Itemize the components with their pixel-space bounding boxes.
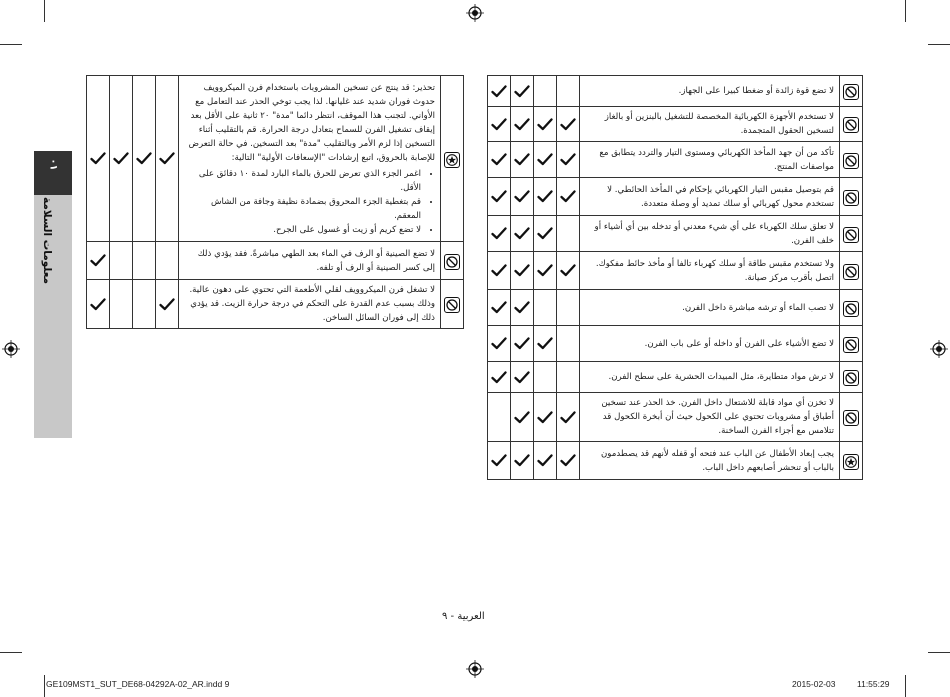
checkmark-icon <box>511 190 533 203</box>
table-row <box>488 178 863 216</box>
row-icon-cell <box>840 107 863 142</box>
table-row <box>488 216 863 252</box>
crop-mark <box>905 675 906 697</box>
checkmark-icon <box>534 227 556 240</box>
check-cell <box>133 76 156 242</box>
check-cell <box>557 362 580 393</box>
row-text-cell <box>580 142 840 178</box>
star-icon <box>843 454 859 470</box>
checkmark-icon <box>110 152 132 165</box>
check-cell <box>534 76 557 107</box>
check-cell <box>488 290 511 326</box>
check-cell <box>557 178 580 216</box>
star-icon <box>444 152 460 168</box>
check-cell <box>557 252 580 290</box>
row-text-cell <box>179 242 441 280</box>
check-cell <box>557 442 580 480</box>
check-cell <box>488 178 511 216</box>
check-cell <box>511 178 534 216</box>
checkmark-icon <box>488 337 510 350</box>
crop-mark <box>44 0 45 22</box>
row-icon-cell <box>840 362 863 393</box>
checkmark-icon <box>156 152 178 165</box>
checkmark-icon <box>557 454 579 467</box>
prohibition-icon <box>843 337 859 353</box>
row-text: ولا تستخدم مقبس طاقة أو سلك كهرباء تالفا أو مأخذ حائط مفكوك. اتصل بأقرب مركز صيانة. <box>595 258 834 283</box>
checkmark-icon <box>557 118 579 131</box>
table-row <box>488 326 863 362</box>
check-cell <box>557 216 580 252</box>
row-text-cell <box>580 362 840 393</box>
row-icon-cell <box>840 393 863 442</box>
section-side-tab <box>34 151 72 438</box>
crop-mark <box>928 44 950 45</box>
registration-mark-right <box>930 340 948 358</box>
row-text: لا تشغل فرن الميكروويف لقلي الأطعمة التي تحتوي على دهون عالية. وذلك بسبب عدم القدرة على التحكم في درجة حرارة الزيت. قد يؤدي ذلك إلى فوران السائل الساخن. <box>189 285 435 323</box>
check-cell <box>511 362 534 393</box>
row-icon-cell <box>441 280 464 329</box>
table-row <box>488 362 863 393</box>
row-icon-cell <box>840 290 863 326</box>
check-cell <box>110 76 133 242</box>
check-cell <box>534 442 557 480</box>
checkmark-icon <box>511 301 533 314</box>
crop-mark <box>44 675 45 697</box>
table-row <box>488 290 863 326</box>
checkmark-icon <box>534 153 556 166</box>
check-cell <box>534 107 557 142</box>
checkmark-icon <box>488 301 510 314</box>
row-text-cell <box>580 76 840 107</box>
row-text: لا تعلق سلك الكهرباء على أي شيء معدني أو تدخله بين أي أشياء أو خلف الفرن. <box>594 221 834 246</box>
checkmark-icon <box>534 264 556 277</box>
row-text: لا ترش مواد متطايرة، مثل المبيدات الحشرية على سطح الفرن. <box>608 372 834 382</box>
check-cell <box>133 242 156 280</box>
safety-table-right <box>487 75 863 480</box>
checkmark-icon <box>511 264 533 277</box>
footer-time: 11:55:29 <box>857 679 890 689</box>
table-row <box>488 107 863 142</box>
row-text: يجب إبعاد الأطفال عن الباب عند فتحه أو قفله لأنهم قد يصطدمون بالباب أو تنحشر أصابعهم داخل الباب. <box>601 448 834 473</box>
check-cell <box>156 76 179 242</box>
check-cell <box>110 242 133 280</box>
checkmark-icon <box>534 118 556 131</box>
check-cell <box>534 362 557 393</box>
row-text-cell <box>580 290 840 326</box>
crop-mark <box>905 0 906 22</box>
prohibition-icon <box>843 227 859 243</box>
check-cell <box>534 290 557 326</box>
checkmark-icon <box>511 85 533 98</box>
row-text: تأكد من أن جهد المأخذ الكهربائي ومستوى التيار والتردد يتطابق مع مواصفات المنتج. <box>599 147 834 172</box>
row-text-cell <box>580 216 840 252</box>
check-cell <box>488 76 511 107</box>
check-cell <box>87 76 110 242</box>
bullet-item: • اغمر الجزء الذي تعرض للحرق بالماء البارد لمدة ١٠ دقائق على الأقل. <box>183 167 421 195</box>
check-cell <box>557 142 580 178</box>
row-icon-cell <box>840 442 863 480</box>
checkmark-icon <box>511 337 533 350</box>
checkmark-icon <box>534 190 556 203</box>
prohibition-icon <box>843 301 859 317</box>
checkmark-icon <box>133 152 155 165</box>
registration-mark-left <box>2 340 20 358</box>
check-cell <box>534 393 557 442</box>
check-cell <box>534 216 557 252</box>
prohibition-icon <box>843 190 859 206</box>
prohibition-icon <box>843 370 859 386</box>
row-text-cell <box>179 280 441 329</box>
table-row <box>488 442 863 480</box>
check-cell <box>511 142 534 178</box>
checkmark-icon <box>511 411 533 424</box>
footer-filename: GE109MST1_SUT_DE68-04292A-02_AR.indd 9 <box>46 679 230 689</box>
checkmark-icon <box>534 411 556 424</box>
checkmark-icon <box>511 454 533 467</box>
prohibition-icon <box>843 117 859 133</box>
bullet-list <box>183 167 435 237</box>
row-text: قم بتوصيل مقبس التيار الكهربائي بإحكام في المأخذ الحائطي. لا تستخدم محول كهربائي أو سلك تمديد أو وصلة متعددة. <box>607 184 834 209</box>
prohibition-icon <box>843 153 859 169</box>
check-cell <box>87 280 110 329</box>
check-cell <box>110 280 133 329</box>
table-row <box>488 393 863 442</box>
checkmark-icon <box>511 371 533 384</box>
checkmark-icon <box>557 190 579 203</box>
bullet-item: • لا تضع كريم أو زيت أو غسول على الجرح. <box>183 223 421 237</box>
checkmark-icon <box>557 153 579 166</box>
row-text-cell <box>179 76 441 242</box>
checkmark-icon <box>87 254 109 267</box>
check-cell <box>488 362 511 393</box>
footer-date: 2015-02-03 <box>792 679 836 689</box>
row-icon-cell <box>840 178 863 216</box>
check-cell <box>133 280 156 329</box>
row-icon-cell <box>840 142 863 178</box>
prohibition-icon <box>444 297 460 313</box>
bullet-item: • قم بتغطية الجزء المحروق بضمادة نظيفة وجافة من الشاش المعقم. <box>183 195 421 223</box>
check-cell <box>511 393 534 442</box>
check-cell <box>511 107 534 142</box>
check-cell <box>488 393 511 442</box>
checkmark-icon <box>488 153 510 166</box>
row-icon-cell <box>441 242 464 280</box>
check-cell <box>557 76 580 107</box>
checkmark-icon <box>511 153 533 166</box>
row-text: لا تصب الماء أو ترشه مباشرة داخل الفرن. <box>682 302 834 313</box>
check-cell <box>534 178 557 216</box>
row-icon-cell <box>840 216 863 252</box>
crop-mark <box>0 652 22 653</box>
row-text: لا تستخدم الأجهزة الكهربائية المخصصة للتشغيل بالبنزين أو بالغاز لتسخين الحقول المتجمدة. <box>604 112 834 136</box>
checkmark-icon <box>557 264 579 277</box>
check-cell <box>488 142 511 178</box>
checkmark-icon <box>87 298 109 311</box>
check-cell <box>488 252 511 290</box>
safety-table-left <box>86 75 464 329</box>
prohibition-icon <box>843 264 859 280</box>
side-tab-number: ٠١ <box>47 158 59 171</box>
check-cell <box>557 393 580 442</box>
check-cell <box>87 242 110 280</box>
checkmark-icon <box>511 227 533 240</box>
table-row <box>87 76 464 242</box>
check-cell <box>488 216 511 252</box>
check-cell <box>488 326 511 362</box>
checkmark-icon <box>87 152 109 165</box>
page-number: العربية - ٩ <box>442 611 485 622</box>
row-icon-cell <box>840 76 863 107</box>
table-row <box>488 76 863 107</box>
checkmark-icon <box>488 454 510 467</box>
check-cell <box>511 252 534 290</box>
row-text-cell <box>580 442 840 480</box>
row-text: لا تخزن أي مواد قابلة للاشتعال داخل الفرن. خذ الحذر عند تسخين أطباق أو مشروبات تحتوي على الكحول حيث أن أبخرة الكحول قد تتلامس مع أجزاء الفرن الساخنة. <box>601 398 834 436</box>
check-cell <box>534 252 557 290</box>
check-cell <box>557 107 580 142</box>
checkmark-icon <box>488 371 510 384</box>
checkmark-icon <box>488 227 510 240</box>
table-row <box>488 252 863 290</box>
table-row <box>87 280 464 329</box>
row-text-cell <box>580 107 840 142</box>
crop-mark <box>928 652 950 653</box>
row-text: تحذير: قد ينتج عن تسخين المشروبات باستخدام فرن الميكروويف حدوث فوران شديد عند غليانها. لذا يجب توخي الحذر عند التعامل مع الأواني. لتجنب هذا الموقف، انتظر دائما "مدة" ٢٠ ثانية على الأقل بعد إيقاف تشغيل الفرن للسماح بتعادل درجة الحرارة. قم بالتقليب أثناء التسخين إذا لزم الأمر وبالتقليب "مدة" بعد التسخين. في حالة التعرض للإصابة بالحروق، اتبع إرشادات "الإسعافات الأولية" التالية: <box>188 82 435 163</box>
checkmark-icon <box>534 454 556 467</box>
check-cell <box>156 280 179 329</box>
row-text: لا تضع الصينية أو الرف في الماء بعد الطهي مباشرةً. فقد يؤدي ذلك إلى كسر الصينية أو الرف أو تلفه. <box>197 248 435 273</box>
prohibition-icon <box>843 84 859 100</box>
row-text-cell <box>580 393 840 442</box>
checkmark-icon <box>156 298 178 311</box>
registration-mark-bottom <box>466 660 484 678</box>
check-cell <box>156 242 179 280</box>
row-icon-cell <box>840 252 863 290</box>
check-cell <box>557 290 580 326</box>
crop-mark <box>0 44 22 45</box>
prohibition-icon <box>444 254 460 270</box>
row-icon-cell <box>840 326 863 362</box>
check-cell <box>511 76 534 107</box>
row-text: لا تضع الأشياء على الفرن أو داخله أو على باب الفرن. <box>644 338 834 349</box>
check-cell <box>511 326 534 362</box>
check-cell <box>534 326 557 362</box>
table-row <box>488 142 863 178</box>
row-icon-cell <box>441 76 464 242</box>
prohibition-icon <box>843 410 859 426</box>
checkmark-icon <box>488 264 510 277</box>
row-text-cell <box>580 326 840 362</box>
checkmark-icon <box>534 337 556 350</box>
checkmark-icon <box>488 118 510 131</box>
checkmark-icon <box>511 118 533 131</box>
check-cell <box>511 290 534 326</box>
row-text-cell <box>580 178 840 216</box>
checkmark-icon <box>488 85 510 98</box>
check-cell <box>511 216 534 252</box>
row-text: لا تضع قوة زائدة أو ضغطا كبيرا على الجهاز. <box>678 86 834 96</box>
row-text-cell <box>580 252 840 290</box>
checkmark-icon <box>557 411 579 424</box>
side-tab-number-block <box>34 151 72 195</box>
check-cell <box>511 442 534 480</box>
side-tab-label: معلومات السلامة <box>41 197 53 285</box>
check-cell <box>557 326 580 362</box>
registration-mark-top <box>466 4 484 22</box>
check-cell <box>488 442 511 480</box>
table-row <box>87 242 464 280</box>
checkmark-icon <box>488 190 510 203</box>
check-cell <box>534 142 557 178</box>
check-cell <box>488 107 511 142</box>
